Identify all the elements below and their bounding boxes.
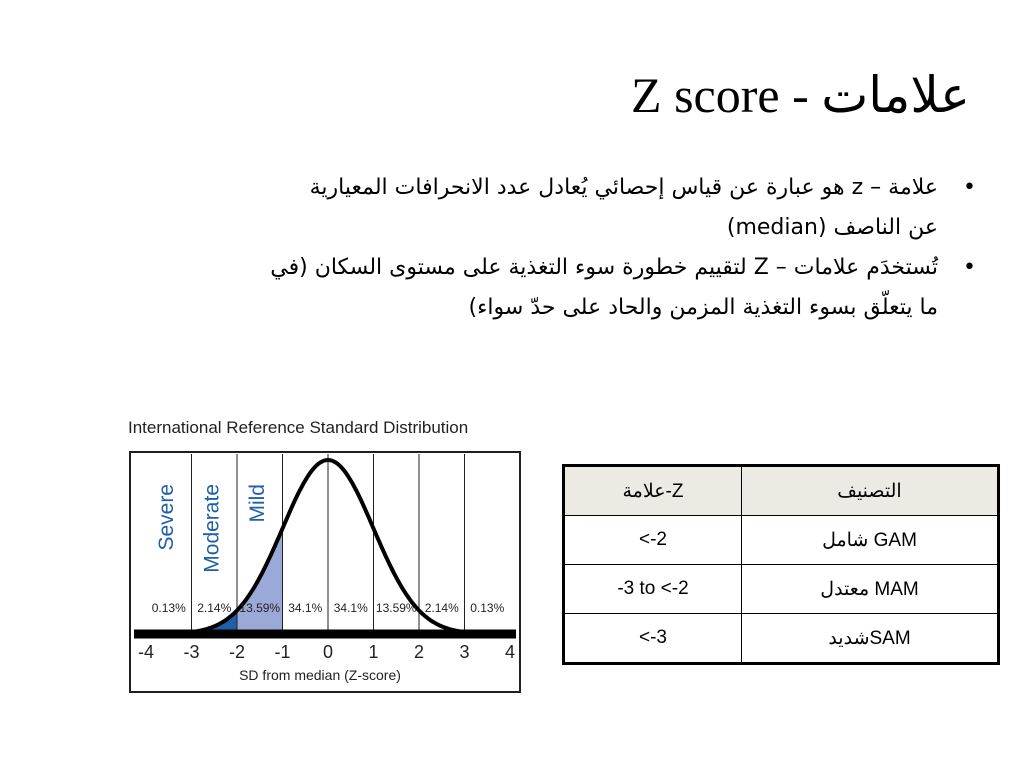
bullet-item <box>130 168 978 248</box>
tick-label: -1 <box>274 642 291 662</box>
bullet-line: ما يتعلّق بسوء التغذية المزمن والحاد على حدّ سواء) <box>468 295 938 320</box>
table-header-class: التصنيف <box>742 466 999 516</box>
bullet-item <box>130 248 978 328</box>
table-cell-class: شديدSAM <box>742 614 999 664</box>
slide-title <box>520 60 970 130</box>
table-row <box>564 614 999 664</box>
table-cell-class: شامل GAM <box>742 516 999 565</box>
title-separator: - <box>779 67 822 123</box>
bullet-line: علامة – z هو عبارة عن قياس إحصائي يُعادل عدد الانحرافات المعيارية <box>309 175 938 200</box>
bullet-line: عن الناصف (median) <box>726 215 938 240</box>
classification-table <box>562 464 1000 665</box>
tick-label: 0 <box>322 642 334 662</box>
bullet-list <box>130 168 978 328</box>
tick-label: -2 <box>228 642 246 662</box>
band-percent-label: 2.14% <box>197 601 232 615</box>
table-row <box>564 565 999 614</box>
bullet-line: تُستخدَم علامات – Z لتقييم خطورة سوء التغذية على مستوى السكان (في <box>270 255 938 280</box>
bullet-dot-icon: • <box>963 175 976 200</box>
band-percent-label: 13.59% <box>375 601 417 615</box>
chart-title: International Reference Standard Distribution <box>128 418 469 437</box>
severity-label: Severe <box>154 484 178 551</box>
table-cell-class: معتدل MAM <box>742 565 999 614</box>
table-cell-z: <-2 <box>564 516 742 565</box>
table-cell-z: -3 to <-2 <box>564 565 742 614</box>
band-percent-label: 13.59% <box>239 601 281 615</box>
severity-label: Mild <box>245 484 269 523</box>
band-percent-label: 0.13% <box>470 601 505 615</box>
tick-label: -4 <box>137 642 155 662</box>
table-header-row <box>564 466 999 516</box>
tick-label: 1 <box>368 642 379 662</box>
band-percent-label: 34.1% <box>333 601 368 615</box>
distribution-figure <box>124 414 528 700</box>
band-percent-label: 34.1% <box>288 601 323 615</box>
band-percent-label: 0.13% <box>151 601 186 615</box>
tick-label: 3 <box>459 642 470 662</box>
title-arabic: علامات <box>821 67 970 123</box>
severity-label: Moderate <box>200 484 224 573</box>
band-percent-label: 2.14% <box>424 601 459 615</box>
table-header-z: علامة-Z <box>564 466 742 516</box>
tick-label: 2 <box>413 642 425 662</box>
bullet-dot-icon: • <box>963 255 976 280</box>
distribution-chart <box>124 444 528 696</box>
tick-label: -3 <box>183 642 200 662</box>
title-latin: Z score <box>631 67 780 123</box>
table-cell-z: <-3 <box>564 614 742 664</box>
x-axis-label: SD from median (Z-score) <box>239 667 401 683</box>
tick-label: 4 <box>504 642 516 662</box>
table-row <box>564 516 999 565</box>
